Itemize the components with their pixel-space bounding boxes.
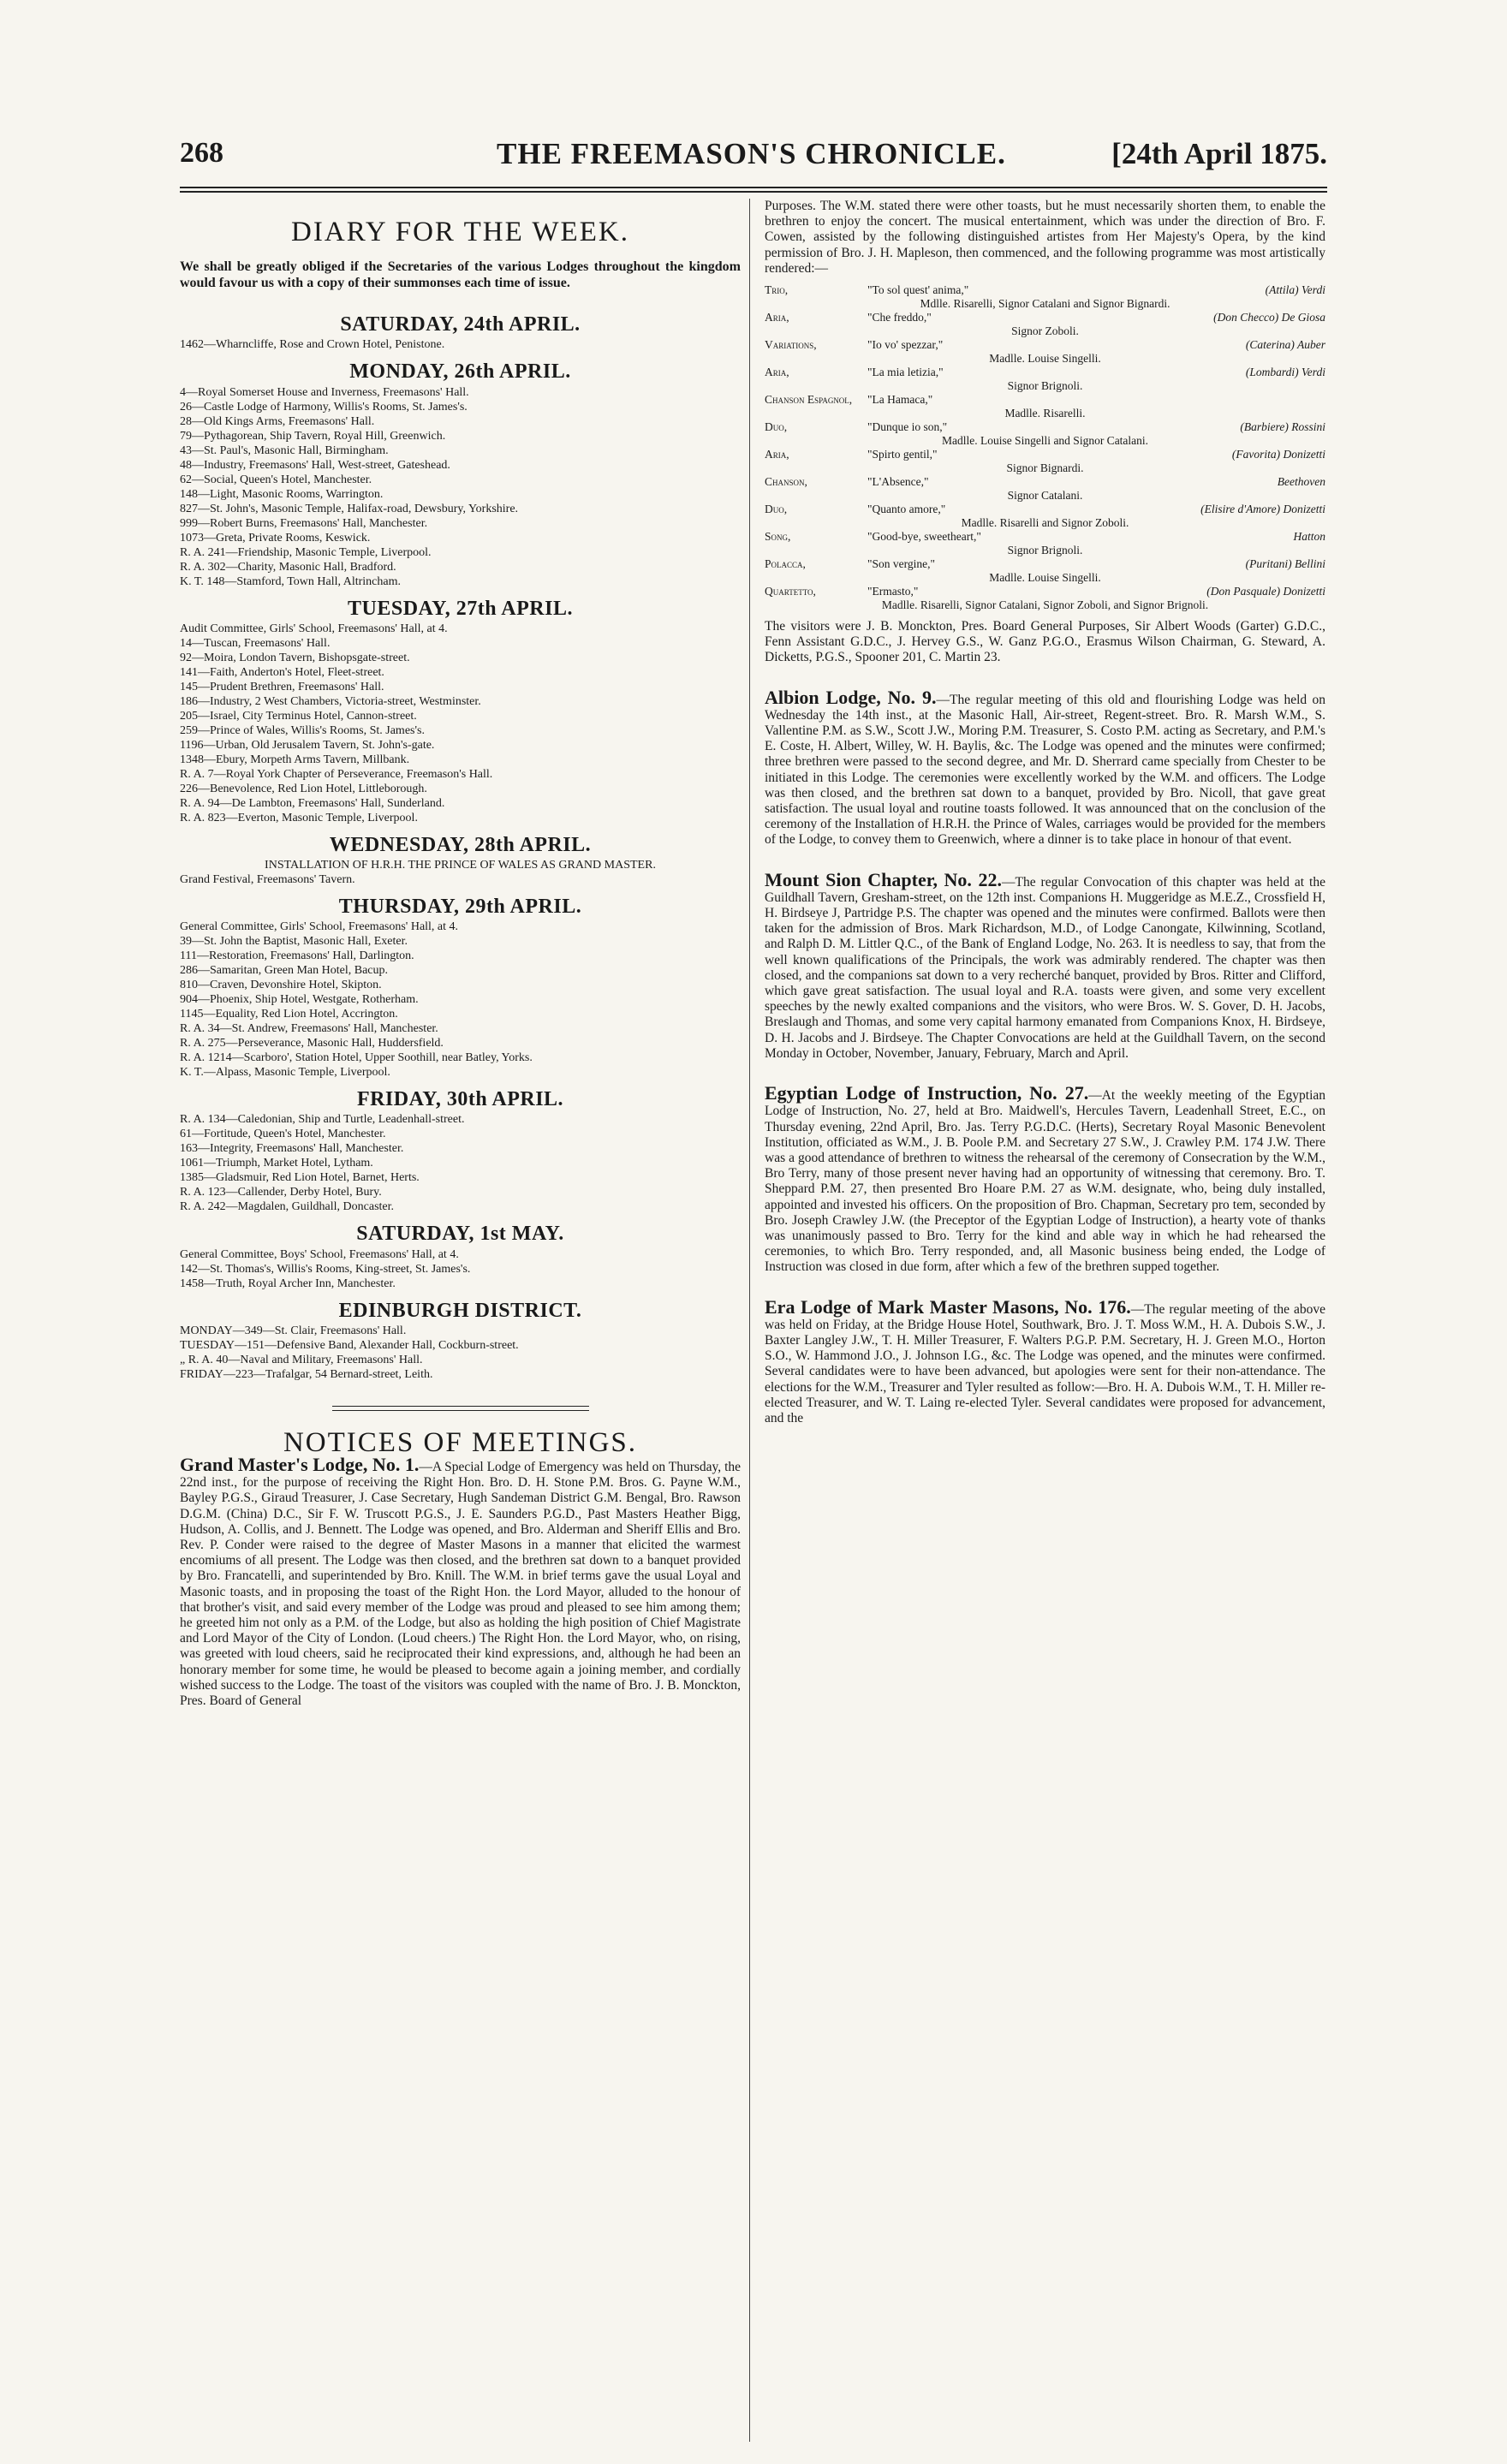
meeting-entry: 1348—Ebury, Morpeth Arms Tavern, Millbank. [180,753,410,766]
piece-type: Chanson, [765,475,807,489]
piece-performers: Signor Bignardi. [1006,461,1084,475]
piece-title: "L'Absence," [867,475,929,489]
meeting-entry: 79—Pythagorean, Ship Tavern, Royal Hill, Greenwich. [180,429,446,443]
day-heading: SATURDAY, 1st MAY. [356,1223,564,1246]
day-heading: FRIDAY, 30th APRIL. [356,1088,564,1111]
meeting-entry: 1145—Equality, Red Lion Hotel, Accrington. [180,1008,398,1021]
column-divider [749,199,750,2442]
piece-source: (Attila) Verdi [1265,283,1325,297]
piece-performers: Signor Brignoli. [1007,544,1083,557]
programme-item [765,557,1325,571]
meeting-entry: 205—Israel, City Terminus Hotel, Cannon-street. [180,709,417,723]
meeting-entry: Audit Committee, Girls' School, Freemasons' Hall, at 4. [180,622,448,635]
meeting-entry: 148—Light, Masonic Rooms, Warrington. [180,487,384,501]
diary-title: DIARY FOR THE WEEK. [291,217,629,247]
day-heading: EDINBURGH DISTRICT. [338,1299,582,1322]
piece-performers: Madlle. Louise Singelli and Signor Catalani. [941,434,1149,448]
meeting-entry: R. A. 34—St. Andrew, Freemasons' Hall, Manchester. [180,1022,438,1036]
meeting-entry: 1196—Urban, Old Jerusalem Tavern, St. John's-gate. [180,738,435,752]
piece-source: (Elisire d'Amore) Donizetti [1200,503,1325,516]
meeting-entry: TUESDAY—151—Defensive Band, Alexander Hall, Cockburn-street. [180,1338,519,1352]
article-text: —The regular Convocation of this chapter was held at the Guildhall Tavern, Gresham-street, on the 12th inst. Companions H. Muggeridge as M.E.Z., Crossfield H, H. Birdseye J, Partridge P.S. The chapter was opened and the minutes were confirmed. Ballots were then taken for the admission of Bros. Mark Richardson, M.D., of Lodge Canongate, Kilwinning, Scotland, and Ralph D. M. Littler Q.C., of the Bank of England Lodge, No. 263. It is needless to say, that from the well known qualifications of the Principals, the work was admirably rendered. The chapter was then closed, and the companions sat down to a very recherché banquet, provided by Bros. Ritter and Clifford, which gave great satisfaction. The usual loyal and R.A. toasts were given, and some very excellent speeches by the newly exalted companions and the visitors, who were Bros. W. S. Gover, D. H. Jacobs, Breslaugh and Thomas, and some very capital harmony emanated from Companions Knox, H. Birdseye, D. H. Jacobs and J. Birdseye. The Chapter Convocations are held at the Guildhall Tavern, on the second Monday in October, November, January, February, March and April. [765,874,1325,1061]
programme-item [765,393,1325,407]
meeting-entry: 1462—Wharncliffe, Rose and Crown Hotel, Penistone. [180,338,445,352]
meeting-entry: „ R. A. 40—Naval and Military, Freemasons' Hall. [180,1353,423,1366]
meeting-entry: R. A. 302—Charity, Masonic Hall, Bradford. [180,560,396,574]
piece-type: Aria, [765,366,789,379]
day-heading: THURSDAY, 29th APRIL. [338,896,582,919]
meeting-list [180,337,741,352]
day-heading: WEDNESDAY, 28th APRIL. [329,833,592,856]
piece-performers: Madlle. Risarelli, Signor Catalani, Signor Zoboli, and Signor Brignoli. [881,598,1209,612]
piece-title: "To sol quest' anima," [867,283,969,297]
article-text: —The regular meeting of the above was held on Friday, at the Bridge House Hotel, Southwark, Bro. J. T. Moss W.M., H. A. Dubois S.W., J. Baxter Langley J.W., T. H. Miller Treasurer, F. Walters P.G.P. P.M. Secretary, H. J. Green M.O., Horton S.O., W. Hammond J.O., J. Johnson I.G., &c. The Lodge was opened, and the minutes were confirmed. Several candidates were to have been advanced, but apologies were sent for their non-attendance. The elections for the W.M., Treasurer and Tyler resulted as follow:—Bro. H. A. Dubois W.M., T. H. Miller re-elected Treasurer, and W. T. Laing re-elected Tyler. Several candidates were proposed for advancement, and the [765,1301,1326,1425]
piece-source: Beethoven [1277,475,1325,489]
diary-days [180,313,741,1382]
article-heading: Grand Master's Lodge, No. 1. [180,1454,420,1476]
programme-item [765,366,1325,379]
header-rule [180,187,1327,188]
piece-source: (Don Checco) De Giosa [1213,311,1325,324]
meeting-entry: R. A. 241—Friendship, Masonic Temple, Liverpool. [180,545,432,559]
meeting-entry: 28—Old Kings Arms, Freemasons' Hall. [180,414,375,428]
piece-source: (Puritani) Bellini [1245,557,1325,571]
meeting-entry: General Committee, Girls' School, Freemasons' Hall, at 4. [180,920,459,934]
piece-type: Variations, [765,338,817,352]
meeting-list [180,385,741,589]
programme-item [765,338,1325,352]
piece-type: Quartetto, [765,585,816,598]
meeting-entry: 1385—Gladsmuir, Red Lion Hotel, Barnet, Herts. [180,1171,420,1185]
meeting-entry: Grand Festival, Freemasons' Tavern. [180,873,355,887]
meeting-list [180,1247,741,1291]
meeting-entry: 43—St. Paul's, Masonic Hall, Birmingham. [180,443,389,457]
right-column [765,199,1325,1433]
article-heading: Era Lodge of Mark Master Masons, No. 176. [765,1295,1131,1318]
piece-performers: Madlle. Risarelli. [1004,407,1086,420]
piece-type: Song, [765,530,791,544]
piece-performers: Madlle. Louise Singelli. [989,571,1101,585]
piece-title: "Che freddo," [867,311,932,324]
piece-source: (Caterina) Auber [1245,338,1325,352]
piece-type: Chanson Espagnol, [765,393,853,407]
meeting-entry: R. A. 1214—Scarboro', Station Hotel, Upper Soothill, near Batley, Yorks. [180,1051,533,1065]
article-heading: Egyptian Lodge of Instruction, No. 27. [765,1082,1089,1104]
article [765,1082,1326,1275]
programme-item [765,585,1325,598]
programme-item [765,283,1325,297]
meeting-entry: 62—Social, Queen's Hotel, Manchester. [180,473,372,486]
piece-performers: Signor Zoboli. [1011,324,1079,338]
meeting-entry: R. A. 7—Royal York Chapter of Perseverance, Freemason's Hall. [180,767,493,781]
meeting-list [180,1112,741,1214]
meeting-entry: 61—Fortitude, Queen's Hotel, Manchester. [180,1128,386,1141]
piece-performers: Madlle. Risarelli and Signor Zoboli. [961,516,1129,530]
day-heading: MONDAY, 26th APRIL. [349,360,571,384]
section-separator [332,1406,589,1411]
piece-type: Duo, [765,503,788,516]
article-heading: Albion Lodge, No. 9. [765,686,937,708]
concert-programme [765,283,1325,612]
day-heading: SATURDAY, 24th APRIL. [340,313,581,336]
piece-type: Aria, [765,448,789,461]
piece-type: Polacca, [765,557,806,571]
header-rule-thin [180,191,1327,193]
meeting-entry: 142—St. Thomas's, Willis's Rooms, King-street, St. James's. [180,1262,471,1276]
meeting-list [180,920,741,1080]
meeting-entry: 827—St. John's, Masonic Temple, Halifax-road, Dewsbury, Yorkshire. [180,502,519,515]
page-header [180,137,1327,180]
meeting-entry: 186—Industry, 2 West Chambers, Victoria-street, Westminster. [180,694,481,708]
piece-source: (Barbiere) Rossini [1240,420,1325,434]
meeting-entry: 1073—Greta, Private Rooms, Keswick. [180,531,371,545]
meeting-entry: 286—Samaritan, Green Man Hotel, Bacup. [180,964,388,978]
meeting-entry: R. A. 275—Perseverance, Masonic Hall, Huddersfield. [180,1037,444,1050]
piece-type: Duo, [765,420,788,434]
article [765,686,1325,848]
piece-type: Aria, [765,311,789,324]
piece-title: "Io vo' spezzar," [867,338,944,352]
piece-title: "Ermasto," [867,585,919,598]
piece-title: "Dunque io son," [867,420,948,434]
meeting-entry: 259—Prince of Wales, Willis's Rooms, St. James's. [180,723,425,737]
diary-intro: We shall be greatly obliged if the Secretaries of the various Lodges throughout the kingdom would favour us with a copy of their summonses each time of issue. [180,259,741,291]
meeting-entry: R. A. 94—De Lambton, Freemasons' Hall, Sunderland. [180,796,445,810]
piece-source: Hatton [1293,530,1325,544]
article [765,868,1325,1062]
meeting-entry: R. A. 242—Magdalen, Guildhall, Doncaster. [180,1200,395,1214]
newspaper-title: THE FREEMASON'S CHRONICLE. [497,137,1006,170]
meeting-entry: 39—St. John the Baptist, Masonic Hall, Exeter. [180,935,408,949]
meeting-entry: 999—Robert Burns, Freemasons' Hall, Manchester. [180,516,428,530]
piece-title: "Quanto amore," [867,503,946,516]
piece-type: Trio, [765,283,789,297]
programme-item [765,530,1325,544]
meeting-entry: 226—Benevolence, Red Lion Hotel, Littleborough. [180,782,427,795]
programme-item [765,448,1325,461]
meeting-entry: 4—Royal Somerset House and Inverness, Freemasons' Hall. [180,385,469,399]
notices-title: NOTICES OF MEETINGS. [283,1426,638,1458]
articles [765,686,1326,1427]
programme-item [765,475,1325,489]
grand-master-article [180,1454,742,1709]
piece-title: "La Hamaca," [867,393,933,407]
meeting-entry: R. A. 823—Everton, Masonic Temple, Liverpool. [180,811,418,824]
piece-title: "Good-bye, sweetheart," [867,530,981,544]
piece-source: (Lombardi) Verdi [1245,366,1325,379]
piece-source: (Favorita) Donizetti [1231,448,1325,461]
meeting-list [180,872,741,887]
piece-performers: Madlle. Louise Singelli. [989,352,1101,366]
meeting-entry: 111—Restoration, Freemasons' Hall, Darlington. [180,949,414,963]
piece-performers: Signor Brignoli. [1007,379,1083,393]
article [765,1295,1326,1427]
visitors-text: The visitors were J. B. Monckton, Pres. Board General Purposes, Sir Albert Woods (Garter) G.D.C., Fenn Assistant G.D.C., J. Hervey G.S., W. Ganz P.G.O., Erasmus Wilson Chairman, G. Steward, A. Dicketts, P.G.S., Spooner 201, C. Martin 23. [765,619,1325,665]
left-column [180,199,741,1716]
piece-title: "Spirto gentil," [867,448,938,461]
piece-performers: Mdlle. Risarelli, Signor Catalani and Signor Bignardi. [920,297,1170,311]
meeting-entry: 1458—Truth, Royal Archer Inn, Manchester. [180,1277,396,1290]
meeting-entry: 1061—Triumph, Market Hotel, Lytham. [180,1157,373,1170]
page-number: 268 [180,137,223,169]
meeting-entry: MONDAY—349—St. Clair, Freemasons' Hall. [180,1324,407,1337]
piece-title: "Son vergine," [867,557,936,571]
meeting-entry: R. A. 134—Caledonian, Ship and Turtle, Leadenhall-street. [180,1113,465,1127]
article-heading: Mount Sion Chapter, No. 22. [765,868,1002,890]
meeting-entry: 163—Integrity, Freemasons' Hall, Manchester. [180,1142,404,1156]
meeting-entry: 26—Castle Lodge of Harmony, Willis's Rooms, St. James's. [180,400,468,414]
article-text: —At the weekly meeting of the Egyptian Lodge of Instruction, No. 27, held at Bro. Maidwell's, Hercules Tavern, Leadenhall Street, E.C., on Thursday evening, 22nd April, Bro. Jas. Terry P.G.D.C. (Herts), Secretary Royal Masonic Benevolent Institution, officiated as W.M., J. B. Poole P.M. and Secretary 27 S.W., J. Crawley P.M. 174 J.W. There was a good attendance of brethren to witness the rehearsal of the ceremony of Consecration by the W.M., Bro Terry, many of those present never having had an opportunity of witnessing that ceremony. Bro. T. Sheppard P.M. 27, then presented Bro Hoare P.M. 27 as W.M. designate, who, being duly installed, appointed and invested his officers. On the proposition of Bro. Chapman, Secretary pro tem, seconded by Bro. Joseph Crawley J.W. (the Preceptor of the Egyptian Lodge of Instruction), a hearty vote of thanks was unanimously passed to Bro. Terry for the kind and able way in which he had rehearsed the ceremonies, to which Bro. Terry responded, and, all Masonic business being ended, the Lodge of Instruction was closed in due form, after which a few of the brethren supped together. [765,1088,1326,1275]
programme-item [765,311,1325,324]
meeting-entry: FRIDAY—223—Trafalgar, 54 Bernard-street, Leith. [180,1367,433,1381]
piece-performers: Signor Catalani. [1007,489,1083,503]
meeting-entry: R. A. 123—Callender, Derby Hotel, Bury. [180,1186,382,1199]
issue-date: [24th April 1875. [1111,137,1327,170]
meeting-entry: 145—Prudent Brethren, Freemasons' Hall. [180,680,384,693]
day-heading: TUESDAY, 27th APRIL. [348,597,573,620]
meeting-list [180,1324,741,1382]
piece-source: (Don Pasquale) Donizetti [1206,585,1325,598]
continuation-text: Purposes. The W.M. stated there were other toasts, but he must necessarily shorten them, to enable the brethren to enjoy the concert. The musical entertainment, which was under the direction of Bro. F. Cowen, assisted by the following distinguished artistes from Her Majesty's Opera, by the kind permission of Bro. J. H. Mapleson, then commenced, and the following programme was most artistically rendered:— [765,199,1325,276]
meeting-entry: 904—Phoenix, Ship Hotel, Westgate, Rotherham. [180,993,419,1007]
piece-title: "La mia letizia," [867,366,944,379]
meeting-entry: 92—Moira, London Tavern, Bishopsgate-street. [180,651,410,664]
programme-item [765,503,1325,516]
meeting-entry: K. T.—Alpass, Masonic Temple, Liverpool. [180,1066,390,1080]
day-note: INSTALLATION OF H.R.H. THE PRINCE OF WALES AS GRAND MASTER. [265,859,656,872]
article-text: —A Special Lodge of Emergency was held on Thursday, the 22nd inst., for the purpose of receiving the Right Hon. Bro. D. H. Stone P.M. Bros. G. Payne W.M., Bayley P.G.S., Giraud Treasurer, J. Case Secretary, Hugh Sandeman District G.M. Bengal, Bro. Rawson D.G.M. (China) D.C., Sir F. W. Truscott P.G.S., J. E. Saunders P.G.D., Past Masters Heather Bigg, Hudson, A. Collis, and J. Bennett. The Lodge was opened, and Bro. Alderman and Sheriff Ellis and Bro. Rev. P. Conder were raised to the degree of Master Masons in a manner that elicited the warmest encomiums of all present. The Lodge was then closed, and the brethren sat down to a banquet provided by Bro. Francatelli, and superintended by Bro. Knill. The W.M. in brief terms gave the usual Loyal and Masonic toasts, and in proposing the toast of the Right Hon. the Lord Mayor, alluded to the honour of that brother's visit, and said every member of the Lodge was proud and pleased to see him among them; he greeted him not only as a P.M. of the Lodge, but also as holding the high position of Chief Magistrate and Lord Mayor of the City of London. (Loud cheers.) The Right Hon. the Lord Mayor, who, on rising, was greeted with loud cheers, said he reciprocated their kind expressions, and, although he had been an honorary member for some time, he would be pleased to become again a joining member, and cordially wished success to the Lodge. The toast of the visitors was coupled with the name of Bro. J. B. Monckton, Pres. Board of General [180,1460,742,1709]
meeting-entry: 810—Craven, Devonshire Hotel, Skipton. [180,979,382,992]
meeting-entry: General Committee, Boys' School, Freemasons' Hall, at 4. [180,1247,459,1261]
meeting-entry: K. T. 148—Stamford, Town Hall, Altrincham. [180,574,401,588]
programme-item [765,420,1325,434]
meeting-entry: 14—Tuscan, Freemasons' Hall. [180,636,331,650]
meeting-entry: 48—Industry, Freemasons' Hall, West-street, Gateshead. [180,458,450,472]
article-text: —The regular meeting of this old and flourishing Lodge was held on Wednesday the 14th inst., at the Masonic Hall, Air-street, Regent-street. Bro. R. Marsh W.M., S. Vallentine P.M. as S.W., Scott J.W., Moring P.M. Treasurer, S. Costo P.M. acting as Secretary, and P.M.'s E. Coste, H. Albert, Willey, W. H. Baylis, &c. The Lodge was opened and the minutes were confirmed; three brethren were passed to the second degree, and Mr. D. Sherrard came specially from Chester to be initiated in this Lodge. The ceremonies were excellently worked by the W.M. and officers. The Lodge was then closed, and the brethren sat down to a banquet, provided by Bro. Nicoll, that gave great satisfaction. The usual loyal and routine toasts followed. It was announced that on the conclusion of the ceremony of the Installation of H.R.H. the Prince of Wales, carriages would be provided for the members of the Lodge, to convey them to Greenwich, where a dinner is to take place in honour of that event. [765,692,1325,848]
meeting-list [180,622,741,825]
meeting-entry: 141—Faith, Anderton's Hotel, Fleet-street. [180,665,384,679]
